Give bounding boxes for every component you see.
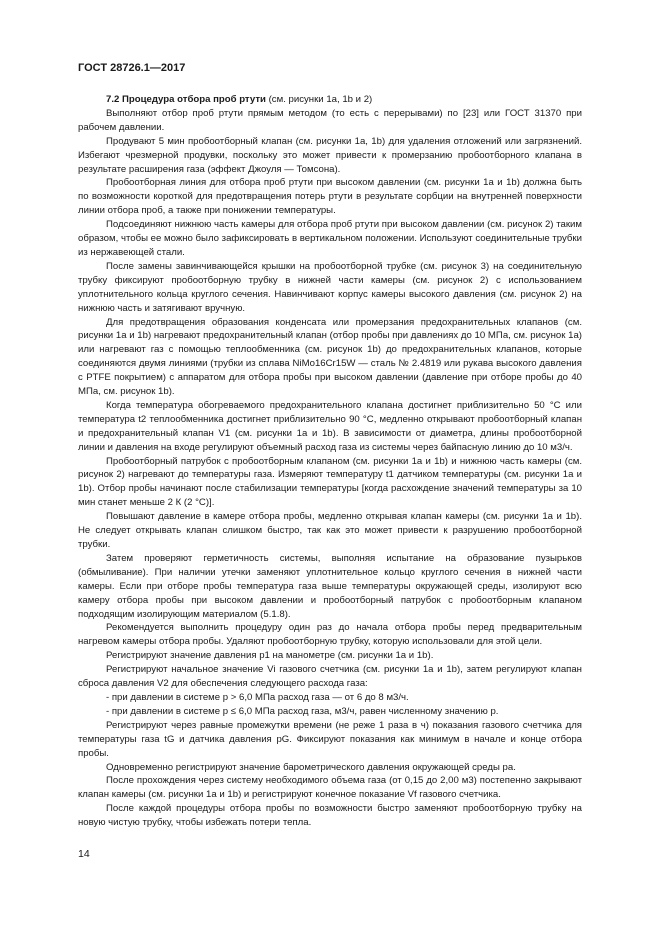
section-ref: (см. рисунки 1а, 1b и 2): [265, 94, 373, 105]
paragraph: Затем проверяют герметичность системы, выполняя испытание на образование пузырьков (обмыливание). При наличии утечки заменяют уплотнительное кольцо круглого сечения в нижней части камеры. Если при отборе пробы температура газа выше температуры окружающей среды, изолируют всю камеру отбора пробы при высоком давлении и пробоотборный патрубок с пробоотборным клапаном подходящим изолирующим материалом (5.1.8).: [78, 552, 582, 620]
body-text: [78, 93, 582, 830]
list-item: - при давлении в системе p ≤ 6,0 МПа расход газа, м3/ч, равен численному значению p.: [106, 705, 499, 717]
paragraph: Когда температура обогреваемого предохранительного клапана достигнет приблизительно 50 °С или температура t2 теплообменника достигнет приблизительно 90 °С, медленно открывают пробоотборный клапан и предохранительный клапан V1 (см. рисунки 1а и 1b). В зависимости от диаметра, длины пробоотборной линии и давления на входе регулируют объемный расход газа из системы через байпасную линию до 10 м3/ч.: [78, 399, 582, 453]
section-title: 7.2 Процедура отбора проб ртути: [106, 94, 266, 105]
page-number: 14: [78, 848, 90, 860]
paragraph: После замены завинчивающейся крышки на пробоотборной трубке (см. рисунок 3) на соединительную трубку фиксируют пробоотборную трубку в нижней части камеры (см. рисунок 2) с использованием уплотнительного кольца круглого сечения. Навинчивают корпус камеры высокого давления (см. рисунок 2) на нижнюю часть и затягивают вручную.: [78, 260, 582, 314]
paragraph: Для предотвращения образования конденсата или промерзания предохранительных клапанов (см. рисунки 1а и 1b) нагревают предохранительный клапан (отбор пробы при давлениях до 10 МПа, см. рисунок 1а) или нагревают газ с помощью теплообменника (см. рисунок 1b) до предохранительных клапанов, которые соединяются двумя линиями (трубки из сплава NiMo16Cr15W — сталь № 2.4819 или рукава высокого давления с PTFE покрытием) с аппаратом для отбора пробы при высоком давлении (давление при отборе пробы до 40 МПа, см. рисунок 1b).: [78, 316, 582, 398]
paragraph: Выполняют отбор проб ртути прямым методом (то есть с перерывами) по [23] или ГОСТ 31370 при рабочем давлении.: [78, 107, 582, 133]
paragraph: После прохождения через систему необходимого объема газа (от 0,15 до 2,00 м3) постепенно закрывают клапан камеры (см. рисунки 1а и 1b) и регистрируют конечное показание Vf газового счетчика.: [78, 775, 582, 801]
paragraph: Повышают давление в камере отбора пробы, медленно открывая клапан камеры (см. рисунки 1а и 1b). Не следует открывать клапан слишком быстро, так как это может привести к разрушению пробоотборной трубки.: [78, 511, 582, 550]
paragraph: После каждой процедуры отбора пробы по возможности быстро заменяют пробоотборную трубку на новую чистую трубку, чтобы избежать потери тепла.: [78, 803, 582, 829]
paragraph: Пробоотборный патрубок с пробоотборным клапаном (см. рисунки 1а и 1b) и нижнюю часть камеры (см. рисунок 2) нагревают до температуры газа. Измеряют температуру t1 датчиком температуры (см. рисунки 1а и 1b). Отбор пробы начинают после стабилизации температуры [когда расхождение значений температуры за 10 мин станет меньше 2 К (2 °С)].: [78, 455, 582, 509]
paragraph: Подсоединяют нижнюю часть камеры для отбора проб ртути при высоком давлении (см. рисунок 2) таким образом, чтобы ее можно было зафиксировать в вертикальном положении. Используют соединительные трубки из нержавеющей стали.: [78, 219, 582, 258]
list-item: - при давлении в системе p > 6,0 МПа расход газа — от 6 до 8 м3/ч.: [106, 691, 409, 703]
document-header: ГОСТ 28726.1—2017: [78, 62, 186, 74]
paragraph: Продувают 5 мин пробоотборный клапан (см. рисунки 1а, 1b) для удаления отложений или загрязнений. Избегают чрезмерной продувки, поскольку это может привести к промерзанию пробоотборного клапана в результате расширения газа (эффект Джоуля — Томсона).: [78, 135, 582, 175]
paragraph: Рекомендуется выполнить процедуру один раз до начала отбора пробы перед предварительным нагревом камеры отбора пробы. Удаляют пробоотборную трубку, которую использовали для этой цели.: [78, 622, 582, 648]
section-heading: [78, 93, 582, 107]
paragraph: Одновременно регистрируют значение барометрического давления окружающей среды pa.: [106, 761, 516, 773]
paragraph: Регистрируют начальное значение Vi газового счетчика (см. рисунки 1а и 1b), затем регулируют клапан сброса давления V2 для обеспечения следующего расхода газа:: [78, 664, 582, 690]
paragraph: Регистрируют через равные промежутки времени (не реже 1 раза в ч) показания газового счетчика для температуры газа tG и датчика давления pG. Фиксируют показания как минимум в начале и конце отбора пробы.: [78, 719, 582, 759]
paragraph: Пробоотборная линия для отбора проб ртути при высоком давлении (см. рисунки 1а и 1b) должна быть по возможности короткой для предотвращения потерь ртути в результате сорбции на внутренней поверхности линии отбора проб, а также при понижении температуры.: [78, 177, 582, 217]
paragraph: Регистрируют значение давления p1 на манометре (см. рисунки 1а и 1b).: [106, 650, 434, 662]
